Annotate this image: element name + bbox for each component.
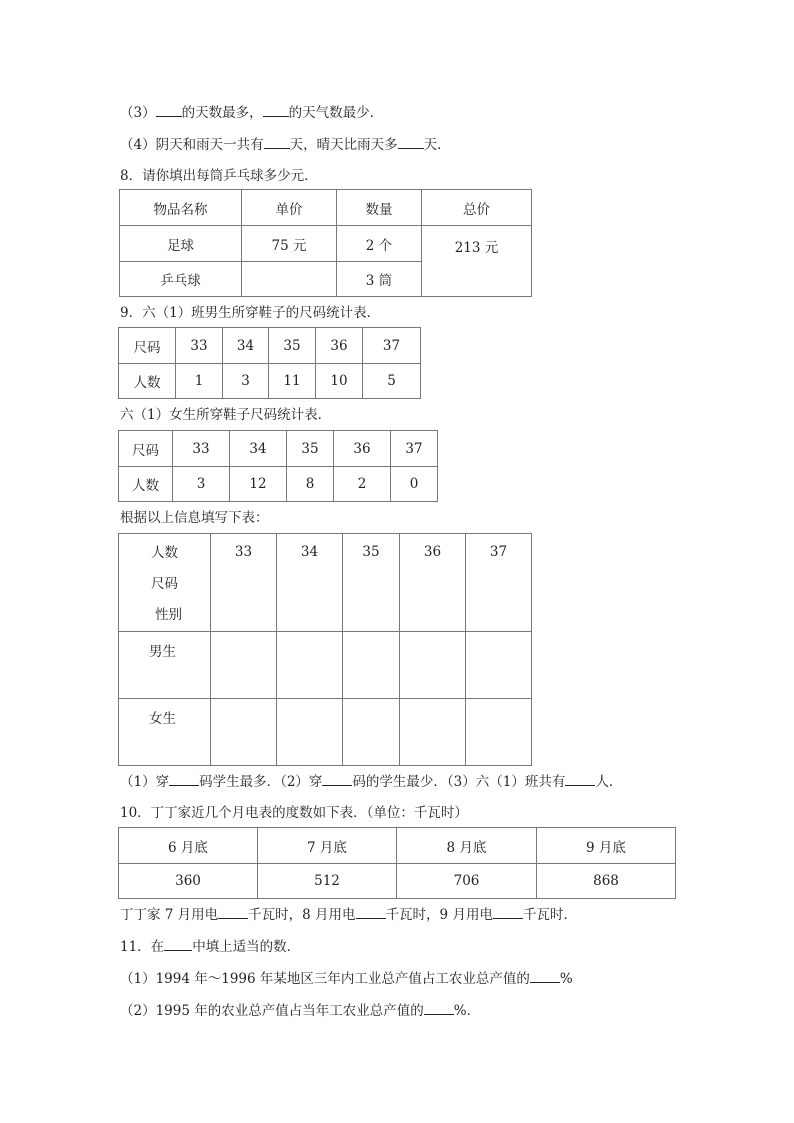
answer-blank[interactable]: [424, 1000, 454, 1015]
table-cell: 360: [119, 864, 258, 899]
q10-meter-table: [118, 827, 676, 899]
table-header: 8 月底: [397, 828, 537, 864]
q9-boys-table: [118, 327, 421, 399]
table-header: 单价: [242, 190, 337, 226]
answer-cell[interactable]: [400, 632, 466, 699]
answer-cell[interactable]: [343, 632, 400, 699]
row-label-girls: 女生: [119, 699, 211, 766]
q7-line-4: （4）阴天和雨天一共有 天，晴天比雨天多 天．: [120, 134, 451, 155]
table-cell-total: 213 元: [422, 226, 532, 297]
table-cell: 35: [269, 328, 316, 364]
table-cell: 10: [316, 364, 363, 399]
answer-blank[interactable]: [493, 904, 523, 919]
table-cell: 34: [223, 328, 269, 364]
table-header: 物品名称: [120, 190, 242, 226]
answer-blank[interactable]: [263, 102, 289, 117]
table-header: 7 月底: [258, 828, 397, 864]
table-cell: 1: [176, 364, 223, 399]
table-header: 尺码: [119, 431, 173, 467]
answer-blank[interactable]: [169, 771, 199, 786]
table-cell: 868: [537, 864, 676, 899]
table-cell: 34: [230, 431, 287, 467]
table-header: 6 月底: [119, 828, 258, 864]
table-cell: 35: [287, 431, 334, 467]
answer-blank[interactable]: [530, 968, 560, 983]
table-cell: 乒乓球: [120, 262, 242, 297]
answer-cell[interactable]: [242, 262, 337, 297]
q9-title: 9．六（1）班男生所穿鞋子的尺码统计表．: [120, 305, 381, 321]
table-header: 35: [343, 534, 400, 632]
table-header: 人数: [119, 364, 176, 399]
q11-title: 11．在 中填上适当的数．: [120, 936, 300, 957]
table-cell: 33: [176, 328, 223, 364]
answer-blank[interactable]: [322, 771, 352, 786]
table-header: 36: [400, 534, 466, 632]
table-cell: 36: [334, 431, 391, 467]
answer-cell[interactable]: [466, 699, 532, 766]
answer-cell[interactable]: [211, 699, 277, 766]
table-cell: 5: [363, 364, 421, 399]
table-cell: 37: [363, 328, 421, 364]
answer-cell[interactable]: [277, 632, 343, 699]
table-header: 总价: [422, 190, 532, 226]
answer-blank[interactable]: [264, 134, 290, 149]
table-cell: 33: [173, 431, 230, 467]
q11-line-2: （2）1995 年的农业总产值占当年工农业总产值的 %．: [120, 1000, 480, 1021]
answer-blank[interactable]: [356, 904, 386, 919]
table-cell: 3: [223, 364, 269, 399]
q8-title: 8．请你填出每筒乒乓球多少元．: [120, 168, 318, 184]
table-cell: 12: [230, 467, 287, 502]
q9-cross-table: [118, 533, 532, 766]
q8-price-table: [119, 189, 532, 297]
table-header: 9 月底: [537, 828, 676, 864]
answer-blank[interactable]: [398, 134, 424, 149]
table-cell: 3: [173, 467, 230, 502]
answer-cell[interactable]: [400, 699, 466, 766]
q11-line-1: （1）1994 年～1996 年某地区三年内工业总产值占工农业总产值的 %: [120, 968, 573, 989]
answer-cell[interactable]: [343, 699, 400, 766]
table-cell: 37: [391, 431, 438, 467]
answer-blank[interactable]: [565, 771, 595, 786]
table-cell: 512: [258, 864, 397, 899]
q10-question: 丁丁家 7 月用电 千瓦时，8 月用电 千瓦时，9 月用电 千瓦时．: [120, 904, 577, 925]
q7-line-3: （3） 的天数最多， 的天气数最少．: [120, 102, 383, 123]
table-cell: 足球: [120, 226, 242, 262]
table-cell: 8: [287, 467, 334, 502]
table-cell: 75 元: [242, 226, 337, 262]
answer-blank[interactable]: [218, 904, 248, 919]
q9-questions: （1）穿 码学生最多．（2）穿 码的学生最少．（3）六（1）班共有 人．: [120, 771, 622, 792]
answer-blank[interactable]: [164, 936, 192, 951]
table-cell: 3 筒: [337, 262, 422, 297]
table-cell: 2 个: [337, 226, 422, 262]
table-header: 数量: [337, 190, 422, 226]
table-header: 尺码: [119, 328, 176, 364]
table-header: 37: [466, 534, 532, 632]
table-cell: 2: [334, 467, 391, 502]
table-cell: 706: [397, 864, 537, 899]
answer-blank[interactable]: [156, 102, 182, 117]
q9-girls-table: [118, 430, 438, 502]
q9-girls-title: 六（1）女生所穿鞋子尺码统计表．: [120, 407, 332, 423]
answer-cell[interactable]: [466, 632, 532, 699]
table-header: 人数: [119, 467, 173, 502]
table-header: 33: [211, 534, 277, 632]
diagonal-header-cell: 人数 尺码 性别: [119, 534, 211, 632]
q10-title: 10．丁丁家近几个月电表的度数如下表．（单位：千瓦时）: [120, 805, 468, 821]
table-cell: 36: [316, 328, 363, 364]
table-cell: 0: [391, 467, 438, 502]
q9-instruction: 根据以上信息填写下表：: [120, 510, 269, 526]
answer-cell[interactable]: [277, 699, 343, 766]
table-cell: 11: [269, 364, 316, 399]
answer-cell[interactable]: [211, 632, 277, 699]
row-label-boys: 男生: [119, 632, 211, 699]
table-header: 34: [277, 534, 343, 632]
